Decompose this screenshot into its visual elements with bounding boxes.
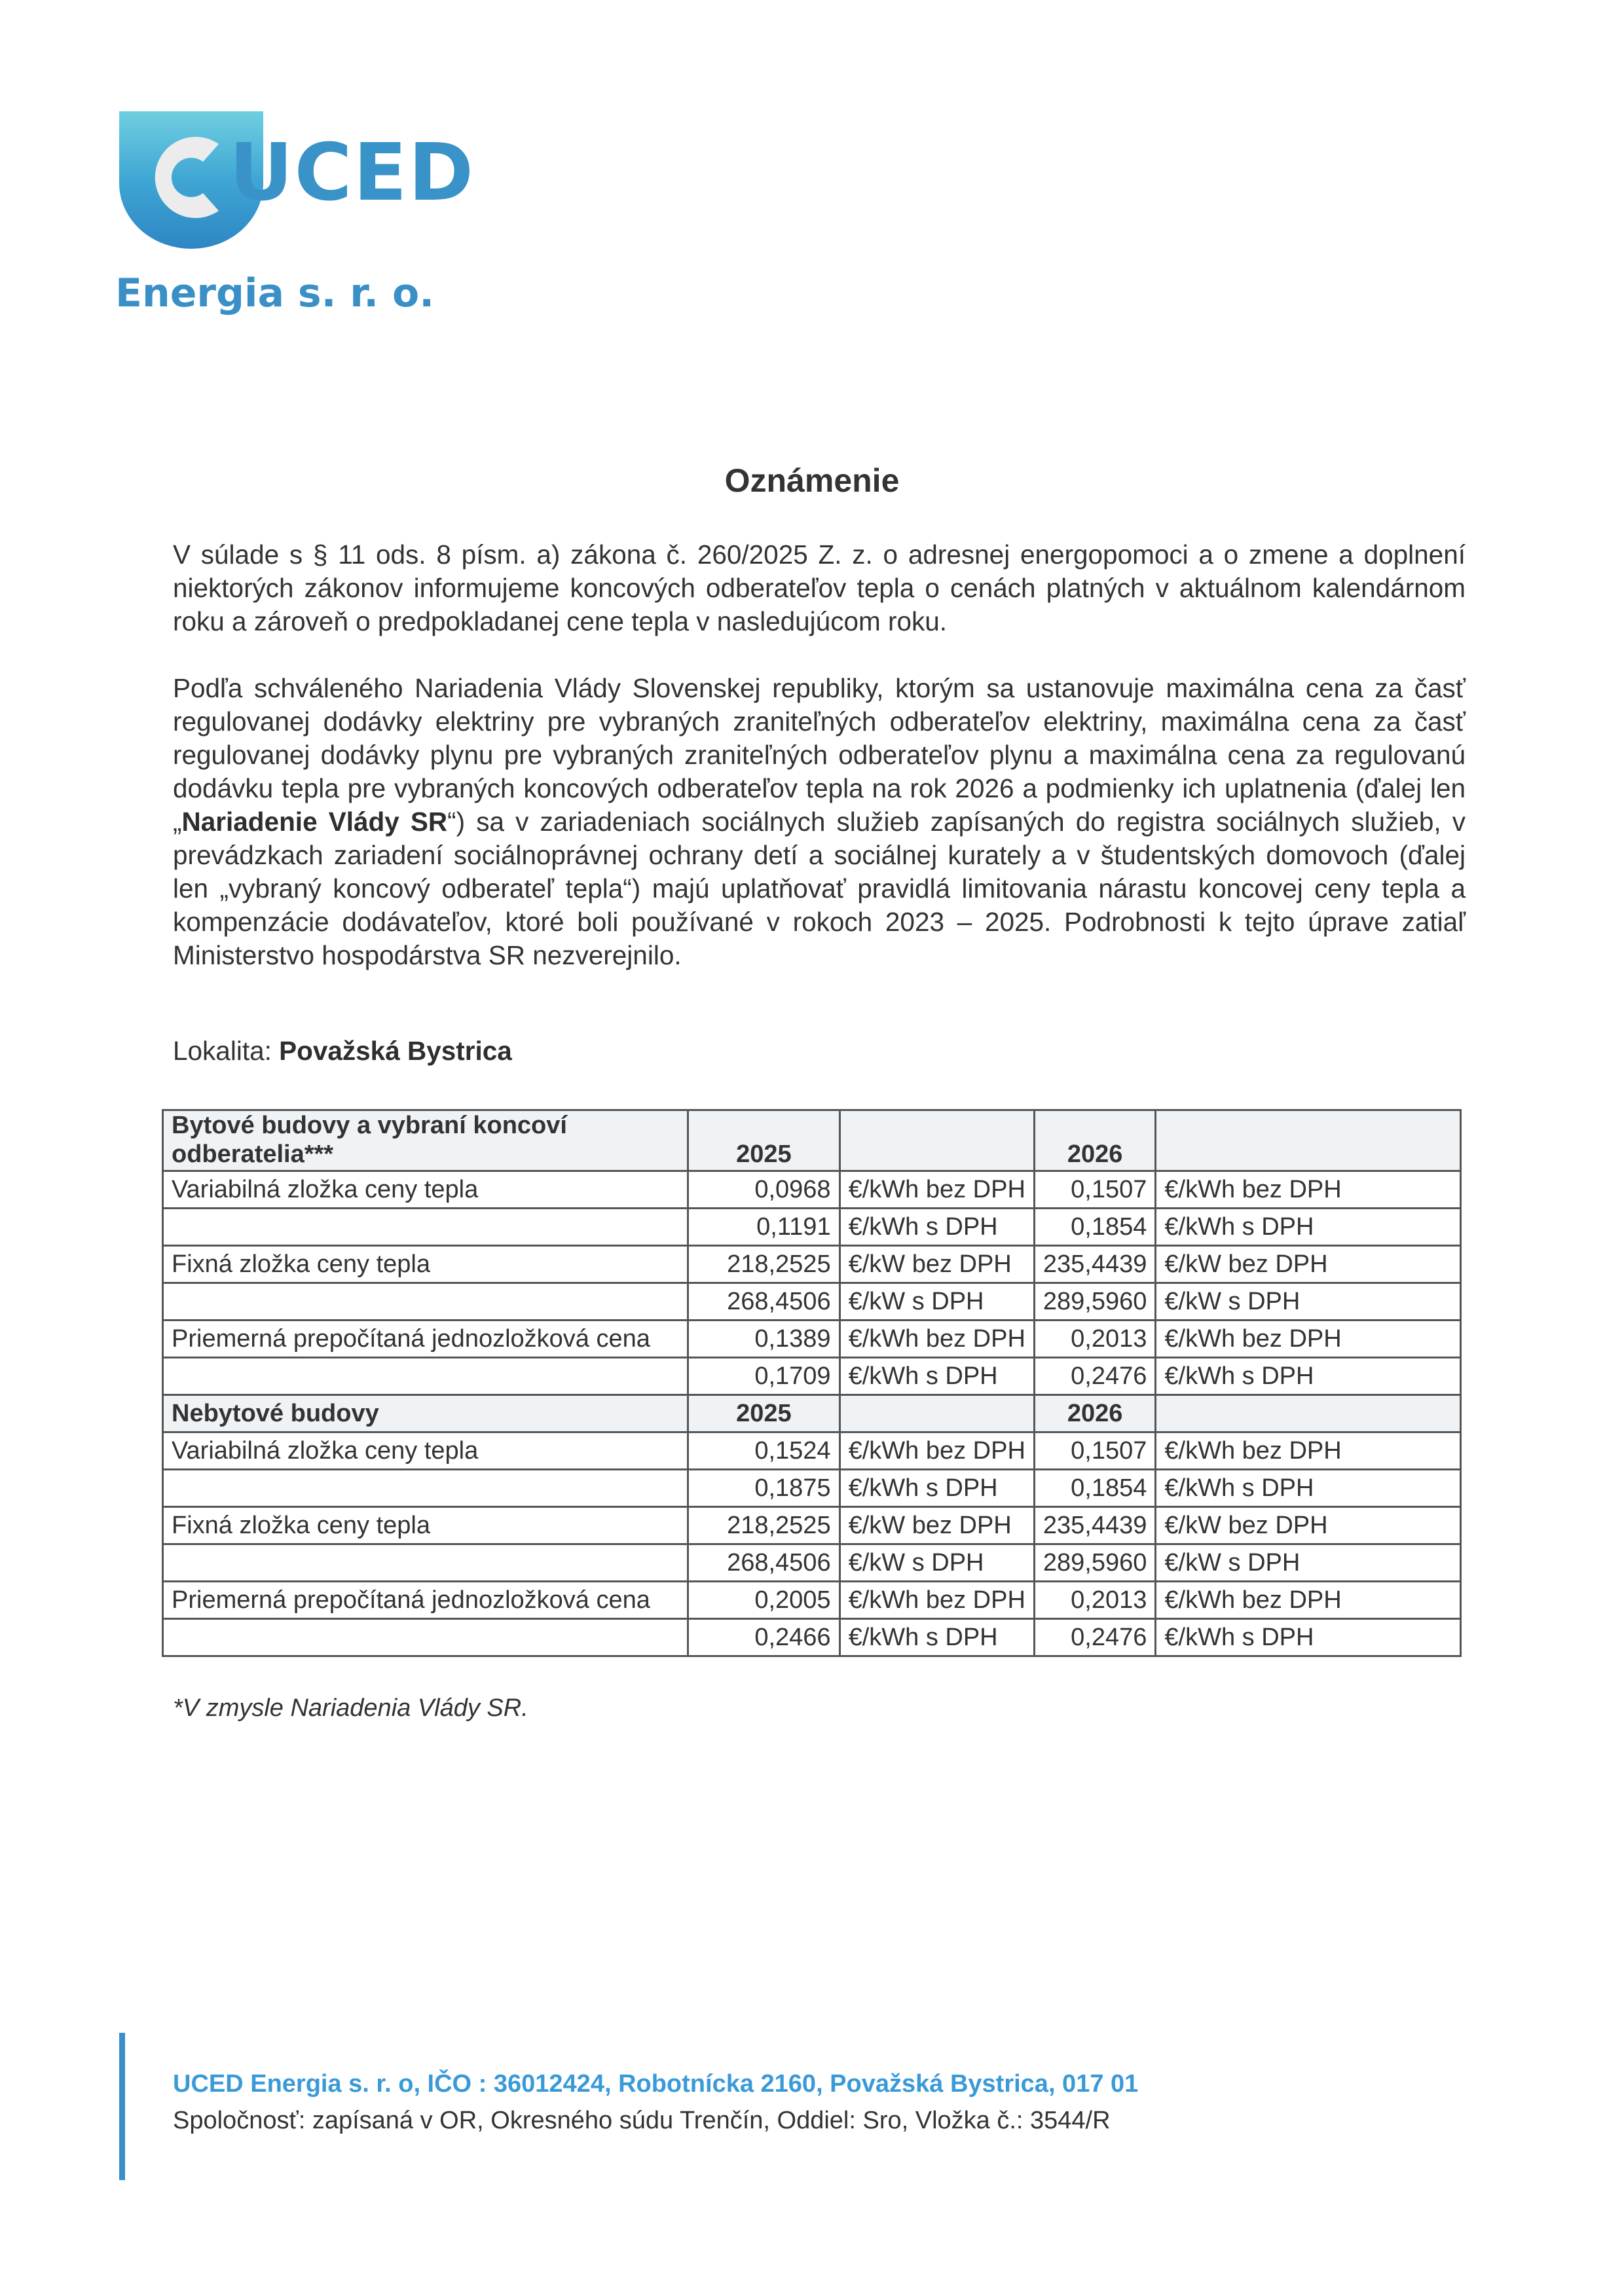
unit-2025: €/kWh bez DPH xyxy=(840,1432,1034,1470)
regulation-text-part2: “) sa v zariadeniach sociálnych služieb zapísaných do registra sociálnych služieb, v prevádzkach zariadení sociálnoprávnej ochrany detí a sociálnej kurately a v študentských domovoch (ďalej len „vybraný koncový odberateľ tepla“) majú uplatňovať pravidlá limitovania nárastu koncovej ceny tepla a kompenzácie dodávateľov, ktoré boli používané v rokoch 2023 – 2025. Podrobnosti k tejto úprave zatiaľ Ministerstvo hospodárstva SR nezverejnilo. xyxy=(173,807,1466,970)
year-header: 2026 xyxy=(1034,1110,1156,1171)
row-label xyxy=(163,1209,688,1246)
value-2026: 0,1507 xyxy=(1034,1432,1156,1470)
footer-registration-info: Spoločnosť: zapísaná v OR, Okresného súdu Trenčín, Oddiel: Sro, Vložka č.: 3544/R xyxy=(173,2107,1111,2134)
unit-2025: €/kW bez DPH xyxy=(840,1507,1034,1544)
table-row xyxy=(163,1171,1461,1209)
value-2026: 0,2013 xyxy=(1034,1321,1156,1358)
section-heading: Nebytové budovy xyxy=(163,1395,688,1432)
table-row xyxy=(163,1246,1461,1283)
locality xyxy=(173,1036,512,1066)
regulation-text-part1: Podľa schváleného Nariadenia Vlády Slovenskej republiky, ktorým sa ustanovuje maximálna cena za časť regulovanej dodávky elektriny pre vybraných zraniteľných odberateľov elektriny, maximálna cena za časť regulovanej dodávky plynu pre vybraných zraniteľných odberateľov plynu a maximálna cena za regulovanú dodávku tepla pre vybraných koncových odberateľov tepla na rok 2026 a podmienky ich uplatnenia (ďalej len „ xyxy=(173,673,1466,837)
unit-2026: €/kWh bez DPH xyxy=(1156,1171,1461,1209)
row-label xyxy=(163,1358,688,1395)
locality-label: Lokalita: xyxy=(173,1036,280,1066)
unit-2025: €/kWh bez DPH xyxy=(840,1582,1034,1619)
regulation-name: Nariadenie Vlády SR xyxy=(181,807,448,837)
unit-2026: €/kWh s DPH xyxy=(1156,1619,1461,1656)
value-2025: 268,4506 xyxy=(688,1283,840,1321)
year-header: 2025 xyxy=(688,1395,840,1432)
value-2025: 268,4506 xyxy=(688,1544,840,1582)
footer-accent-bar xyxy=(119,2033,125,2180)
value-2026: 289,5960 xyxy=(1034,1544,1156,1582)
table-footnote: *V zmysle Nariadenia Vlády SR. xyxy=(173,1694,528,1722)
table-row xyxy=(163,1209,1461,1246)
empty-cell xyxy=(840,1395,1034,1432)
table-row xyxy=(163,1507,1461,1544)
value-2025: 0,1524 xyxy=(688,1432,840,1470)
unit-2025: €/kW bez DPH xyxy=(840,1246,1034,1283)
unit-2026: €/kWh bez DPH xyxy=(1156,1582,1461,1619)
unit-2025: €/kWh s DPH xyxy=(840,1358,1034,1395)
unit-2025: €/kWh s DPH xyxy=(840,1619,1034,1656)
row-label: Variabilná zložka ceny tepla xyxy=(163,1171,688,1209)
value-2025: 0,1191 xyxy=(688,1209,840,1246)
table-row xyxy=(163,1470,1461,1507)
unit-2026: €/kW s DPH xyxy=(1156,1544,1461,1582)
table-row xyxy=(163,1358,1461,1395)
price-table xyxy=(162,1109,1462,1657)
empty-cell xyxy=(840,1110,1034,1171)
value-2026: 235,4439 xyxy=(1034,1246,1156,1283)
value-2025: 0,2005 xyxy=(688,1582,840,1619)
value-2025: 0,1875 xyxy=(688,1470,840,1507)
table-row xyxy=(163,1619,1461,1656)
row-label xyxy=(163,1470,688,1507)
unit-2026: €/kW bez DPH xyxy=(1156,1246,1461,1283)
row-label: Fixná zložka ceny tepla xyxy=(163,1246,688,1283)
unit-2025: €/kWh bez DPH xyxy=(840,1321,1034,1358)
table-row xyxy=(163,1432,1461,1470)
unit-2025: €/kWh bez DPH xyxy=(840,1171,1034,1209)
value-2025: 0,0968 xyxy=(688,1171,840,1209)
row-label xyxy=(163,1619,688,1656)
unit-2025: €/kWh s DPH xyxy=(840,1209,1034,1246)
unit-2026: €/kW bez DPH xyxy=(1156,1507,1461,1544)
value-2025: 0,2466 xyxy=(688,1619,840,1656)
value-2025: 0,1389 xyxy=(688,1321,840,1358)
table-row xyxy=(163,1544,1461,1582)
unit-2026: €/kW s DPH xyxy=(1156,1283,1461,1321)
unit-2025: €/kWh s DPH xyxy=(840,1470,1034,1507)
brand-name: UCED xyxy=(229,128,475,219)
value-2025: 218,2525 xyxy=(688,1246,840,1283)
value-2025: 0,1709 xyxy=(688,1358,840,1395)
regulation-paragraph xyxy=(173,672,1466,972)
row-label: Fixná zložka ceny tepla xyxy=(163,1507,688,1544)
year-header: 2025 xyxy=(688,1110,840,1171)
row-label xyxy=(163,1544,688,1582)
table-row xyxy=(163,1582,1461,1619)
unit-2026: €/kWh s DPH xyxy=(1156,1470,1461,1507)
row-label: Priemerná prepočítaná jednozložková cena xyxy=(163,1321,688,1358)
section-header-row xyxy=(163,1395,1461,1432)
table-row xyxy=(163,1321,1461,1358)
unit-2026: €/kWh s DPH xyxy=(1156,1209,1461,1246)
value-2025: 218,2525 xyxy=(688,1507,840,1544)
unit-2025: €/kW s DPH xyxy=(840,1283,1034,1321)
footer-company-info: UCED Energia s. r. o, IČO : 36012424, Robotnícka 2160, Považská Bystrica, 017 01 xyxy=(173,2070,1139,2098)
section-header-row xyxy=(163,1110,1461,1171)
value-2026: 0,1854 xyxy=(1034,1470,1156,1507)
value-2026: 0,1854 xyxy=(1034,1209,1156,1246)
section-heading: Bytové budovy a vybraní koncoví odberatelia*** xyxy=(163,1110,688,1171)
unit-2026: €/kWh bez DPH xyxy=(1156,1321,1461,1358)
value-2026: 0,2476 xyxy=(1034,1619,1156,1656)
empty-cell xyxy=(1156,1395,1461,1432)
locality-value: Považská Bystrica xyxy=(279,1036,512,1066)
year-header: 2026 xyxy=(1034,1395,1156,1432)
value-2026: 0,1507 xyxy=(1034,1171,1156,1209)
empty-cell xyxy=(1156,1110,1461,1171)
table-row xyxy=(163,1283,1461,1321)
value-2026: 0,2013 xyxy=(1034,1582,1156,1619)
row-label: Variabilná zložka ceny tepla xyxy=(163,1432,688,1470)
row-label xyxy=(163,1283,688,1321)
row-label: Priemerná prepočítaná jednozložková cena xyxy=(163,1582,688,1619)
brand-subtitle: Energia s. r. o. xyxy=(115,270,435,316)
value-2026: 0,2476 xyxy=(1034,1358,1156,1395)
unit-2026: €/kWh s DPH xyxy=(1156,1358,1461,1395)
unit-2026: €/kWh bez DPH xyxy=(1156,1432,1461,1470)
intro-paragraph: V súlade s § 11 ods. 8 písm. a) zákona č. 260/2025 Z. z. o adresnej energopomoci a o zmene a doplnení niektorých zákonov informujeme koncových odberateľov tepla o cenách platných v aktuálnom kalendárnom roku a zároveň o predpokladanej cene tepla v nasledujúcom roku. xyxy=(173,539,1466,636)
page-title: Oznámenie xyxy=(724,462,900,499)
value-2026: 289,5960 xyxy=(1034,1283,1156,1321)
value-2026: 235,4439 xyxy=(1034,1507,1156,1544)
unit-2025: €/kW s DPH xyxy=(840,1544,1034,1582)
